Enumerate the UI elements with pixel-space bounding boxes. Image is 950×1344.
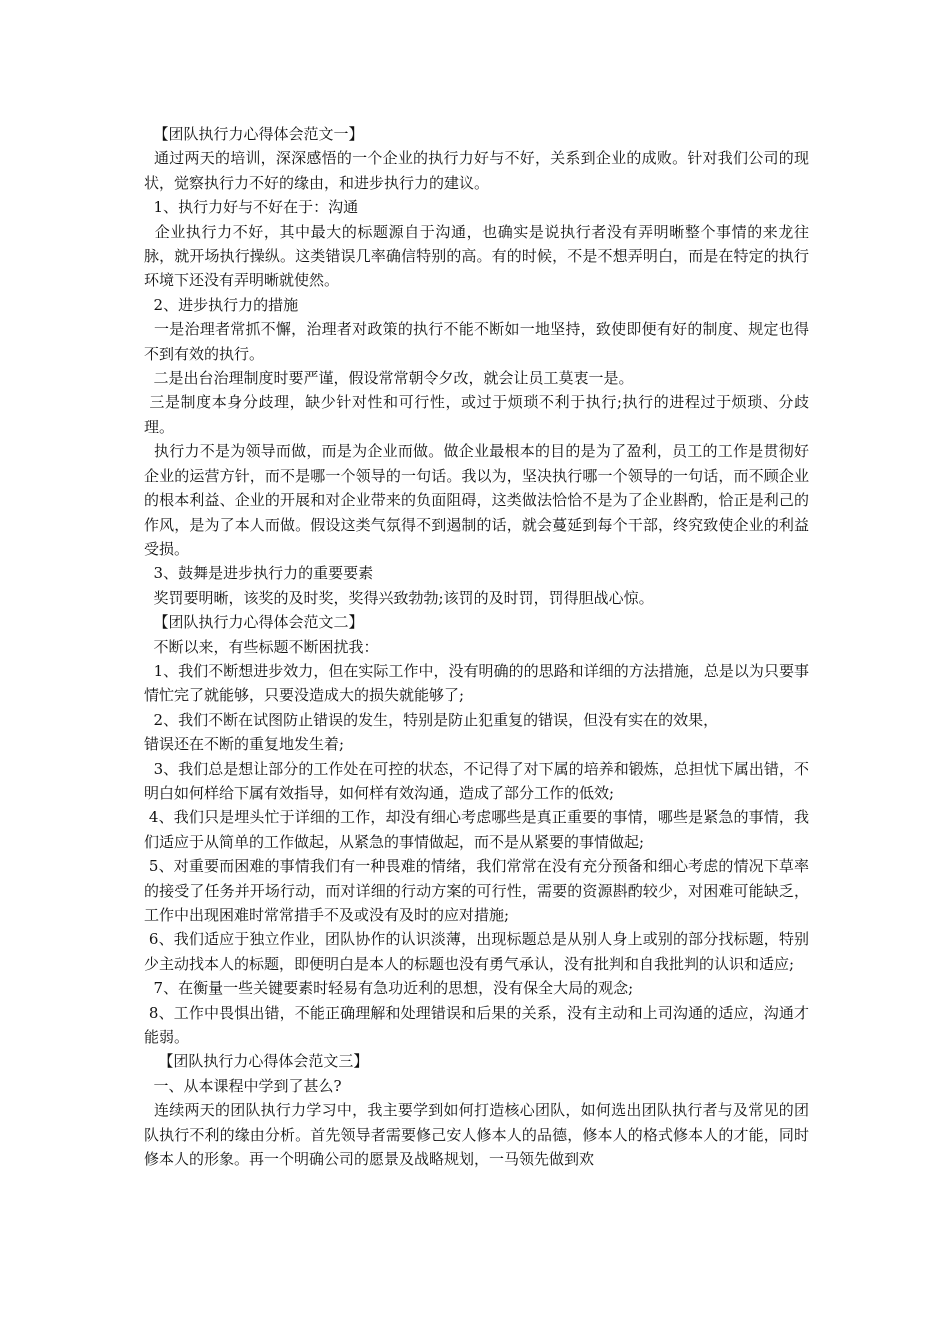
list-heading: 2、进步执行力的措施: [144, 295, 299, 314]
paragraph: 企业执行力不好，其中最大的标题源自于沟通，也确实是说执行者没有弄明晰整个事情的来龙往脉，就开场执行操纵。这类错误几率确信特别的高。有的时候，不是不想弄明白，而是在特定的执行环境下还没有弄明晰就使然。: [144, 222, 809, 290]
section-heading-2: 【团队执行力心得体会范文二】: [144, 613, 364, 632]
paragraph: 不断以来，有些标题不断困扰我：: [144, 637, 379, 656]
paragraph: 执行力不是为领导而做，而是为企业而做。做企业最根本的目的是为了盈利，员工的工作是贯彻好企业的运营方针，而不是哪一个领导的一句话。我以为，坚决执行哪一个领导的一句话，而不顾企业的根本利益、企业的开展和对企业带来的负面阻碍，这类做法恰恰不是为了企业斟酌，恰正是利己的作风，是为了本人而做。假设这类气氛得不到遏制的话，就会蔓延到每个干部，终究致使企业的利益受损。: [144, 442, 809, 558]
paragraph: 一是治理者常抓不懈，治理者对政策的执行不能不断如一地坚持，致使即便有好的制度、规定也得不到有效的执行。: [144, 320, 809, 363]
list-item: 3、我们总是想让部分的工作处在可控的状态，不记得了对下属的培养和锻炼，总担忧下属出错，不明白如何样给下属有效指导，如何样有效沟通，造成了部分工作的低效;: [144, 759, 809, 802]
section-heading-1: 【团队执行力心得体会范文一】: [144, 125, 364, 143]
paragraph: 奖罚要明晰，该奖的及时奖，奖得兴致勃勃;该罚的及时罚，罚得胆战心惊。: [144, 588, 654, 607]
subheading: 一、从本课程中学到了甚么?: [144, 1076, 342, 1095]
paragraph: 三是制度本身分歧理，缺少针对性和可行性，或过于烦琐不利于执行;执行的进程过于烦琐、分歧理。: [144, 393, 809, 436]
paragraph: 通过两天的培训，深深感悟的一个企业的执行力好与不好，关系到企业的成败。针对我们公司的现状，觉察执行力不好的缘由，和进步执行力的建议。: [144, 149, 809, 192]
list-item: 6、我们适应于独立作业，团队协作的认识淡薄，出现标题总是从别人身上或别的部分找标题，特别少主动找本人的标题，即便明白是本人的标题也没有勇气承认，没有批判和自我批判的认识和适应;: [144, 930, 809, 973]
section-heading-3: 【团队执行力心得体会范文三】: [144, 1052, 369, 1071]
list-item: 7、在衡量一些关键要素时轻易有急功近利的思想，没有保全大局的观念;: [144, 979, 634, 998]
list-item: 5、对重要而困难的事情我们有一种畏难的情绪，我们常常在没有充分预备和细心考虑的情况下草率的接受了任务并开场行动，而对详细的行动方案的可行性，需要的资源斟酌较少，对困难可能缺乏，工作中出现困难时常常措手不及或没有及时的应对措施;: [144, 857, 809, 924]
list-heading: 1、执行力好与不好在于：沟通: [144, 198, 359, 217]
list-item: 2、我们不断在试图防止错误的发生，特别是防止犯重复的错误，但没有实在的效果， 错误还在不断的重复地发生着;: [144, 710, 719, 754]
list-item: 1、我们不断想进步效力，但在实际工作中，没有明确的的思路和详细的方法措施，总是以为只要事情忙完了就能够，只要没造成大的损失就能够了;: [144, 661, 809, 705]
paragraph: 二是出台治理制度时要严谨，假设常常朝令夕改，就会让员工莫衷一是。: [144, 369, 634, 388]
paragraph: 连续两天的团队执行力学习中，我主要学到如何打造核心团队，如何选出团队执行者与及常见的团队执行不利的缘由分析。首先领导者需要修己安人修本人的品德，修本人的格式修本人的才能，同时修本人的形象。再一个明确公司的愿景及战略规划，一马领先做到欢: [144, 1101, 809, 1169]
list-heading: 3、鼓舞是进步执行力的重要要素: [144, 564, 374, 583]
list-item: 4、我们只是埋头忙于详细的工作，却没有细心考虑哪些是真正重要的事情，哪些是紧急的事情，我们适应于从简单的工作做起，从紧急的事情做起，而不是从紧要的事情做起;: [144, 808, 809, 851]
document-page: [144, 122, 809, 1171]
list-item: 8、工作中畏惧出错，不能正确理解和处理错误和后果的关系，没有主动和上司沟通的适应，沟通才能弱。: [144, 1003, 809, 1047]
